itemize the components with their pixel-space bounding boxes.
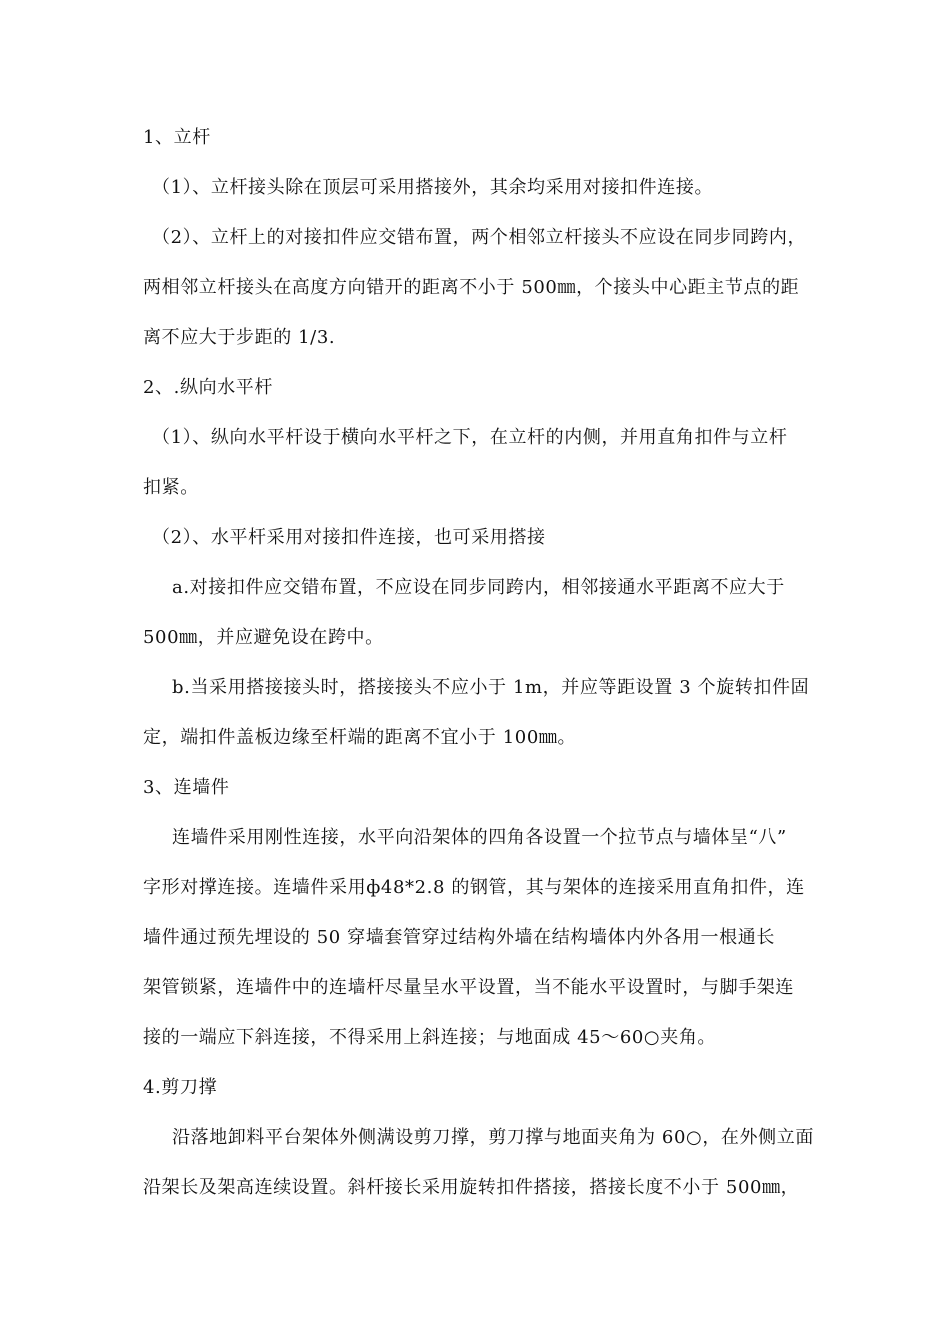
paragraph-line: 沿落地卸料平台架体外侧满设剪刀撑，剪刀撑与地面夹角为 60○，在外侧立面 [172,1127,814,1148]
paragraph-line: （2）、水平杆采用对接扣件连接，也可采用搭接 [152,527,546,548]
heading-longitudinal-bar: 2、.纵向水平杆 [143,377,273,398]
heading-wall-ties: 3、连墙件 [143,777,230,798]
paragraph-line: 500㎜，并应避免设在跨中。 [143,627,384,648]
paragraph-line: （1）、立杆接头除在顶层可采用搭接外，其余均采用对接扣件连接。 [152,177,714,198]
paragraph-line: 接的一端应下斜连接，不得采用上斜连接；与地面成 45～60○夹角。 [143,1027,717,1048]
paragraph-line: b.当采用搭接接头时，搭接接头不应小于 1m，并应等距设置 3 个旋转扣件固 [172,677,810,698]
paragraph-line: a.对接扣件应交错布置，不应设在同步同跨内，相邻接通水平距离不应大于 [172,577,785,598]
paragraph-line: 沿架长及架高连续设置。斜杆接长采用旋转扣件搭接，搭接长度不小于 500㎜， [143,1177,800,1198]
paragraph-line: 字形对撑连接。连墙件采用ф48*2.8 的钢管，其与架体的连接采用直角扣件，连 [143,877,805,898]
paragraph-line: 扣紧。 [143,477,199,498]
paragraph-line: （2）、立杆上的对接扣件应交错布置，两个相邻立杆接头不应设在同步同跨内， [152,227,807,248]
heading-vertical-pole: 1、立杆 [143,127,211,148]
paragraph-line: 两相邻立杆接头在高度方向错开的距离不小于 500㎜，个接头中心距主节点的距 [143,277,800,298]
heading-scissor-brace: 4.剪刀撑 [143,1077,218,1098]
paragraph-line: 连墙件采用刚性连接，水平向沿架体的四角各设置一个拉节点与墙体呈“八” [172,827,787,848]
paragraph-line: （1）、纵向水平杆设于横向水平杆之下，在立杆的内侧，并用直角扣件与立杆 [152,427,788,448]
paragraph-line: 架管锁紧，连墙件中的连墙杆尽量呈水平设置，当不能水平设置时，与脚手架连 [143,977,794,998]
paragraph-line: 墙件通过预先埋设的 50 穿墙套管穿过结构外墙在结构墙体内外各用一根通长 [143,927,775,948]
paragraph-line: 定，端扣件盖板边缘至杆端的距离不宜小于 100㎜。 [143,727,577,748]
paragraph-line: 离不应大于步距的 1/3. [143,327,336,348]
